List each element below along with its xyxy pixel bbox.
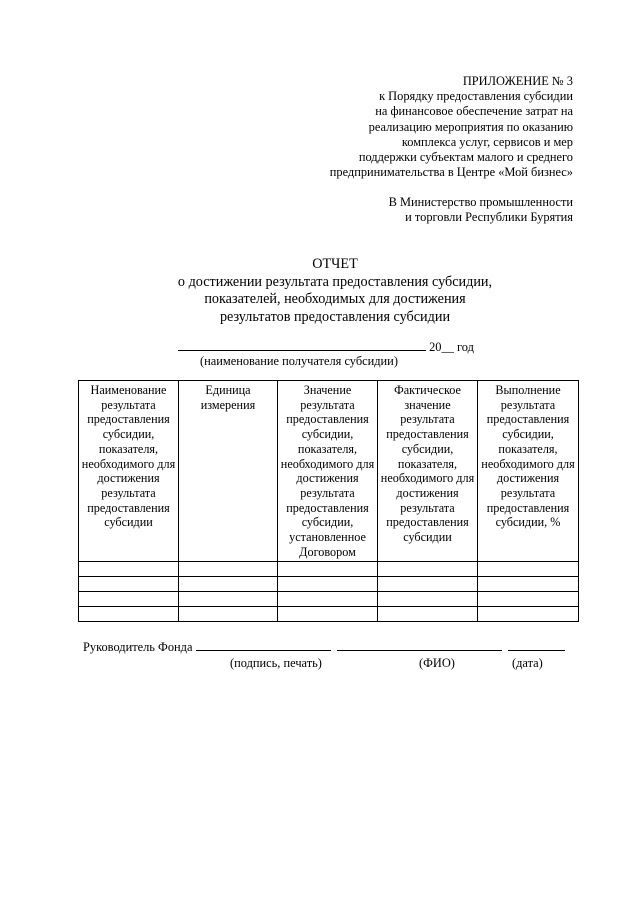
addressee-block [253, 195, 573, 225]
table-cell[interactable] [79, 562, 179, 577]
table-cell[interactable] [378, 577, 478, 592]
recipient-name-caption: (наименование получателя субсидии) [200, 354, 398, 368]
appendix-line: комплекса услуг, сервисов и мер [401, 134, 573, 149]
table-cell[interactable] [478, 607, 579, 622]
report-year: 20__ год [429, 340, 474, 354]
report-heading: ОТЧЕТ [312, 256, 358, 272]
table-cell[interactable] [179, 577, 278, 592]
appendix-line: предпринимательства в Центре «Мой бизнес» [329, 165, 573, 180]
date-caption: (дата) [512, 656, 543, 670]
table-cell[interactable] [278, 607, 378, 622]
table-cell[interactable] [378, 607, 478, 622]
report-subtitle-line: показателей, необходимых для достижения [204, 291, 466, 308]
signature-label: Руководитель Фонда [83, 640, 193, 654]
table-row [79, 607, 579, 622]
table-cell[interactable] [179, 607, 278, 622]
table-row [79, 592, 579, 607]
recipient-name-blank[interactable] [178, 338, 426, 351]
table-cell[interactable] [278, 592, 378, 607]
report-subtitle-line: результатов предоставления субсидии [219, 308, 451, 325]
recipient-name-line [178, 338, 474, 355]
addressee-line: В Министерство промышленности [388, 195, 573, 209]
appendix-line: реализацию мероприятия по оказанию [368, 119, 573, 134]
column-header-unit: Единица измерения [179, 381, 278, 562]
appendix-line: к Порядку предоставления субсидии [379, 89, 573, 104]
table-cell[interactable] [79, 577, 179, 592]
addressee-line: и торговли Республики Бурятия [405, 210, 573, 225]
name-caption: (ФИО) [419, 656, 455, 670]
column-header-actual-value: Фактическое значение результата предоставления субсидии, показателя, необходимого для достижения результата предоставления субсидии [378, 381, 478, 562]
column-header-planned-value: Значение результата предоставления субсидии, показателя, необходимого для достижения результата предоставления субсидии, установленное Договором [278, 381, 378, 562]
table-cell[interactable] [478, 577, 579, 592]
table-cell[interactable] [378, 562, 478, 577]
table-header-row [79, 381, 579, 562]
table-cell[interactable] [278, 562, 378, 577]
column-header-completion: Выполнение результата предоставления субсидии, показателя, необходимого для достижения результата предоставления субсидии, % [478, 381, 579, 562]
appendix-line: на финансовое обеспечение затрат на [375, 104, 573, 119]
table-cell[interactable] [179, 562, 278, 577]
table-cell[interactable] [179, 592, 278, 607]
table-cell[interactable] [378, 592, 478, 607]
table-row [79, 562, 579, 577]
table-cell[interactable] [79, 607, 179, 622]
appendix-block [253, 74, 573, 180]
appendix-line: поддержки субъектам малого и среднего [358, 150, 573, 165]
signature-caption: (подпись, печать) [230, 656, 322, 670]
table-cell[interactable] [79, 592, 179, 607]
date-blank[interactable] [508, 638, 565, 651]
signature-row [83, 638, 565, 655]
report-subtitle-line: о достижении результата предоставления субсидии, [177, 273, 493, 290]
report-table [78, 380, 579, 622]
appendix-line: ПРИЛОЖЕНИЕ № 3 [462, 74, 573, 88]
table-cell[interactable] [478, 562, 579, 577]
table-cell[interactable] [278, 577, 378, 592]
table-cell[interactable] [478, 592, 579, 607]
column-header-result-name: Наименование результата предоставления субсидии, показателя, необходимого для достижения результата предоставления субсидии [79, 381, 179, 562]
name-blank[interactable] [337, 638, 502, 651]
signature-blank[interactable] [196, 638, 331, 651]
table-row [79, 577, 579, 592]
report-title [120, 256, 550, 326]
